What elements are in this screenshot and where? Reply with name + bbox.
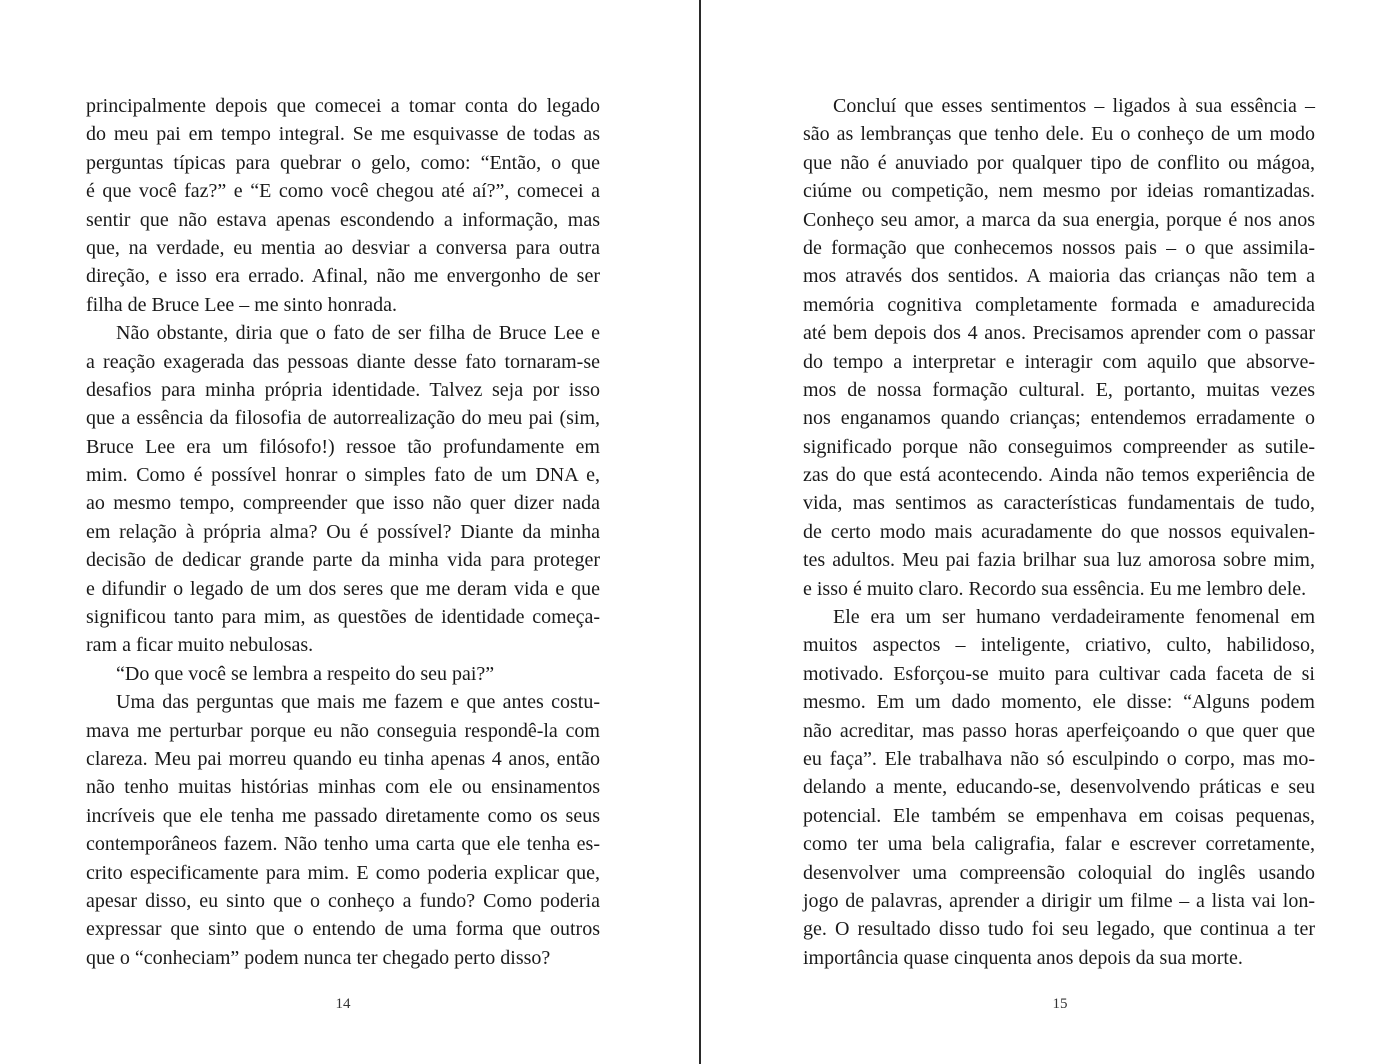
text-line: do tempo a interpretar e interagir com aquilo que absorve- [803, 350, 1315, 373]
text-line: direção, e isso era errado. Afinal, não me envergonho de ser [86, 265, 600, 288]
text-line: ao mesmo tempo, compreender que isso não quer dizer nada [86, 492, 600, 515]
text-line: a reação exagerada das pessoas diante desse fato tornaram-se [86, 350, 600, 373]
text-line: “Do que você se lembra a respeito do seu pai?” [116, 662, 495, 685]
text-line: até bem depois dos 4 anos. Precisamos aprender com o passar [803, 322, 1315, 345]
text-line: que a essência da filosofia de autorrealização do meu pai (sim, [86, 407, 600, 430]
text-line: mos através dos sentidos. A maioria das crianças não tem a [803, 265, 1315, 288]
text-line: vida, mas sentimos as características fundamentais de tudo, [803, 492, 1315, 515]
text-line: desenvolver uma compreensão coloquial do inglês usando [803, 861, 1315, 884]
text-line: apesar disso, eu sinto que o conheço a fundo? Como poderia [86, 889, 600, 912]
text-line: que não é anuviado por qualquer tipo de conflito ou mágoa, [803, 151, 1315, 174]
page-number: 15 [1052, 996, 1068, 1012]
text-line: ge. O resultado disso tudo foi seu legado, que continua a ter [803, 918, 1315, 941]
page-number: 14 [335, 996, 351, 1012]
text-line: delando a mente, educando-se, desenvolvendo práticas e seu [803, 776, 1315, 799]
text-line: não tenho muitas histórias minhas com ele ou ensinamentos [86, 776, 600, 799]
text-line: expressar que sinto que o entendo de uma forma que outros [86, 918, 600, 941]
text-line: ciúme ou competição, nem mesmo por ideias romantizadas. [803, 180, 1315, 203]
text-line: importância quase cinquenta anos depois da sua morte. [803, 946, 1243, 969]
text-line: Não obstante, diria que o fato de ser filha de Bruce Lee e [116, 322, 600, 345]
text-line: mos de nossa formação cultural. E, portanto, muitas vezes [803, 378, 1315, 401]
text-line: não acreditar, mas passo horas aperfeiçoando o que quer que [803, 719, 1315, 742]
text-line: que o “conheciam” podem nunca ter chegado perto disso? [86, 946, 551, 969]
text-line: significado porque não conseguimos compreender as sutile- [803, 435, 1315, 458]
right-page [700, 0, 1400, 1064]
text-line: Uma das perguntas que mais me fazem e que antes costu- [116, 691, 600, 714]
text-line: incríveis que ele tenha me passado diretamente como os seus [86, 804, 600, 827]
text-line: zas do que está acontecendo. Ainda não temos experiência de [803, 464, 1315, 487]
text-line: sentir que não estava apenas escondendo a informação, mas [86, 208, 600, 231]
text-line: e difundir o legado de um dos seres que me deram vida e que [86, 577, 600, 600]
text-line: contemporâneos fazem. Não tenho uma carta que ele tenha es- [86, 833, 600, 856]
text-line: mim. Como é possível honrar o simples fato de um DNA e, [86, 464, 600, 487]
text-line: do meu pai em tempo integral. Se me esquivasse de todas as [86, 123, 600, 146]
text-line: filha de Bruce Lee – me sinto honrada. [86, 293, 397, 316]
text-line: memória cognitiva completamente formada e amadurecida [803, 293, 1315, 316]
text-line: Conheço seu amor, a marca da sua energia, porque é nos anos [803, 208, 1315, 231]
text-line: ram a ficar muito nebulosas. [86, 634, 314, 657]
text-line: desafios para minha própria identidade. Talvez seja por isso [86, 378, 600, 401]
text-line: nos enganamos quando crianças; entendemos erradamente o [803, 407, 1315, 430]
left-page-text [86, 92, 600, 972]
text-line: como ter uma bela caligrafia, falar e escrever corretamente, [803, 833, 1315, 856]
text-line: motivado. Esforçou-se muito para cultivar cada faceta de si [803, 662, 1315, 685]
text-line: eu faça”. Ele trabalhava não só esculpindo o corpo, mas mo- [803, 747, 1315, 770]
text-line: é que você faz?” e “E como você chegou até aí?”, comecei a [86, 180, 600, 203]
text-line: de certo modo mais acuradamente do que nossos equivalen- [803, 520, 1315, 543]
text-line: crito especificamente para mim. E como poderia explicar que, [86, 861, 600, 884]
right-page-text [803, 92, 1315, 972]
text-line: mesmo. Em um dado momento, ele disse: “Alguns podem [803, 691, 1315, 714]
text-line: de formação que conhecemos nossos pais – o que assimila- [803, 236, 1315, 259]
text-line: clareza. Meu pai morreu quando eu tinha apenas 4 anos, então [86, 747, 600, 770]
text-line: tes adultos. Meu pai fazia brilhar sua luz amorosa sobre mim, [803, 549, 1315, 572]
text-line: jogo de palavras, aprender a dirigir um filme – a lista vai lon- [803, 889, 1315, 912]
text-line: muitos aspectos – inteligente, criativo, culto, habilidoso, [803, 634, 1315, 657]
text-line: que, na verdade, eu mentia ao desviar a conversa para outra [86, 236, 600, 259]
text-line: decisão de dedicar grande parte da minha vida para proteger [86, 549, 600, 572]
text-line: potencial. Ele também se empenhava em coisas pequenas, [803, 804, 1315, 827]
text-line: mava me perturbar porque eu não conseguia respondê-la com [86, 719, 600, 742]
text-line: principalmente depois que comecei a tomar conta do legado [86, 95, 600, 117]
text-line: e isso é muito claro. Recordo sua essência. Eu me lembro dele. [803, 577, 1307, 600]
text-line: Ele era um ser humano verdadeiramente fenomenal em [833, 606, 1315, 629]
text-line: são as lembranças que tenho dele. Eu o conheço de um modo [803, 123, 1315, 146]
text-line: Concluí que esses sentimentos – ligados à sua essência – [833, 95, 1315, 117]
text-line: Bruce Lee era um filósofo!) ressoe tão profundamente em [86, 435, 600, 458]
text-line: em relação à própria alma? Ou é possível? Diante da minha [86, 520, 600, 543]
text-line: significou tanto para mim, as questões de identidade começa- [86, 606, 600, 629]
text-line: perguntas típicas para quebrar o gelo, como: “Então, o que [86, 151, 600, 174]
